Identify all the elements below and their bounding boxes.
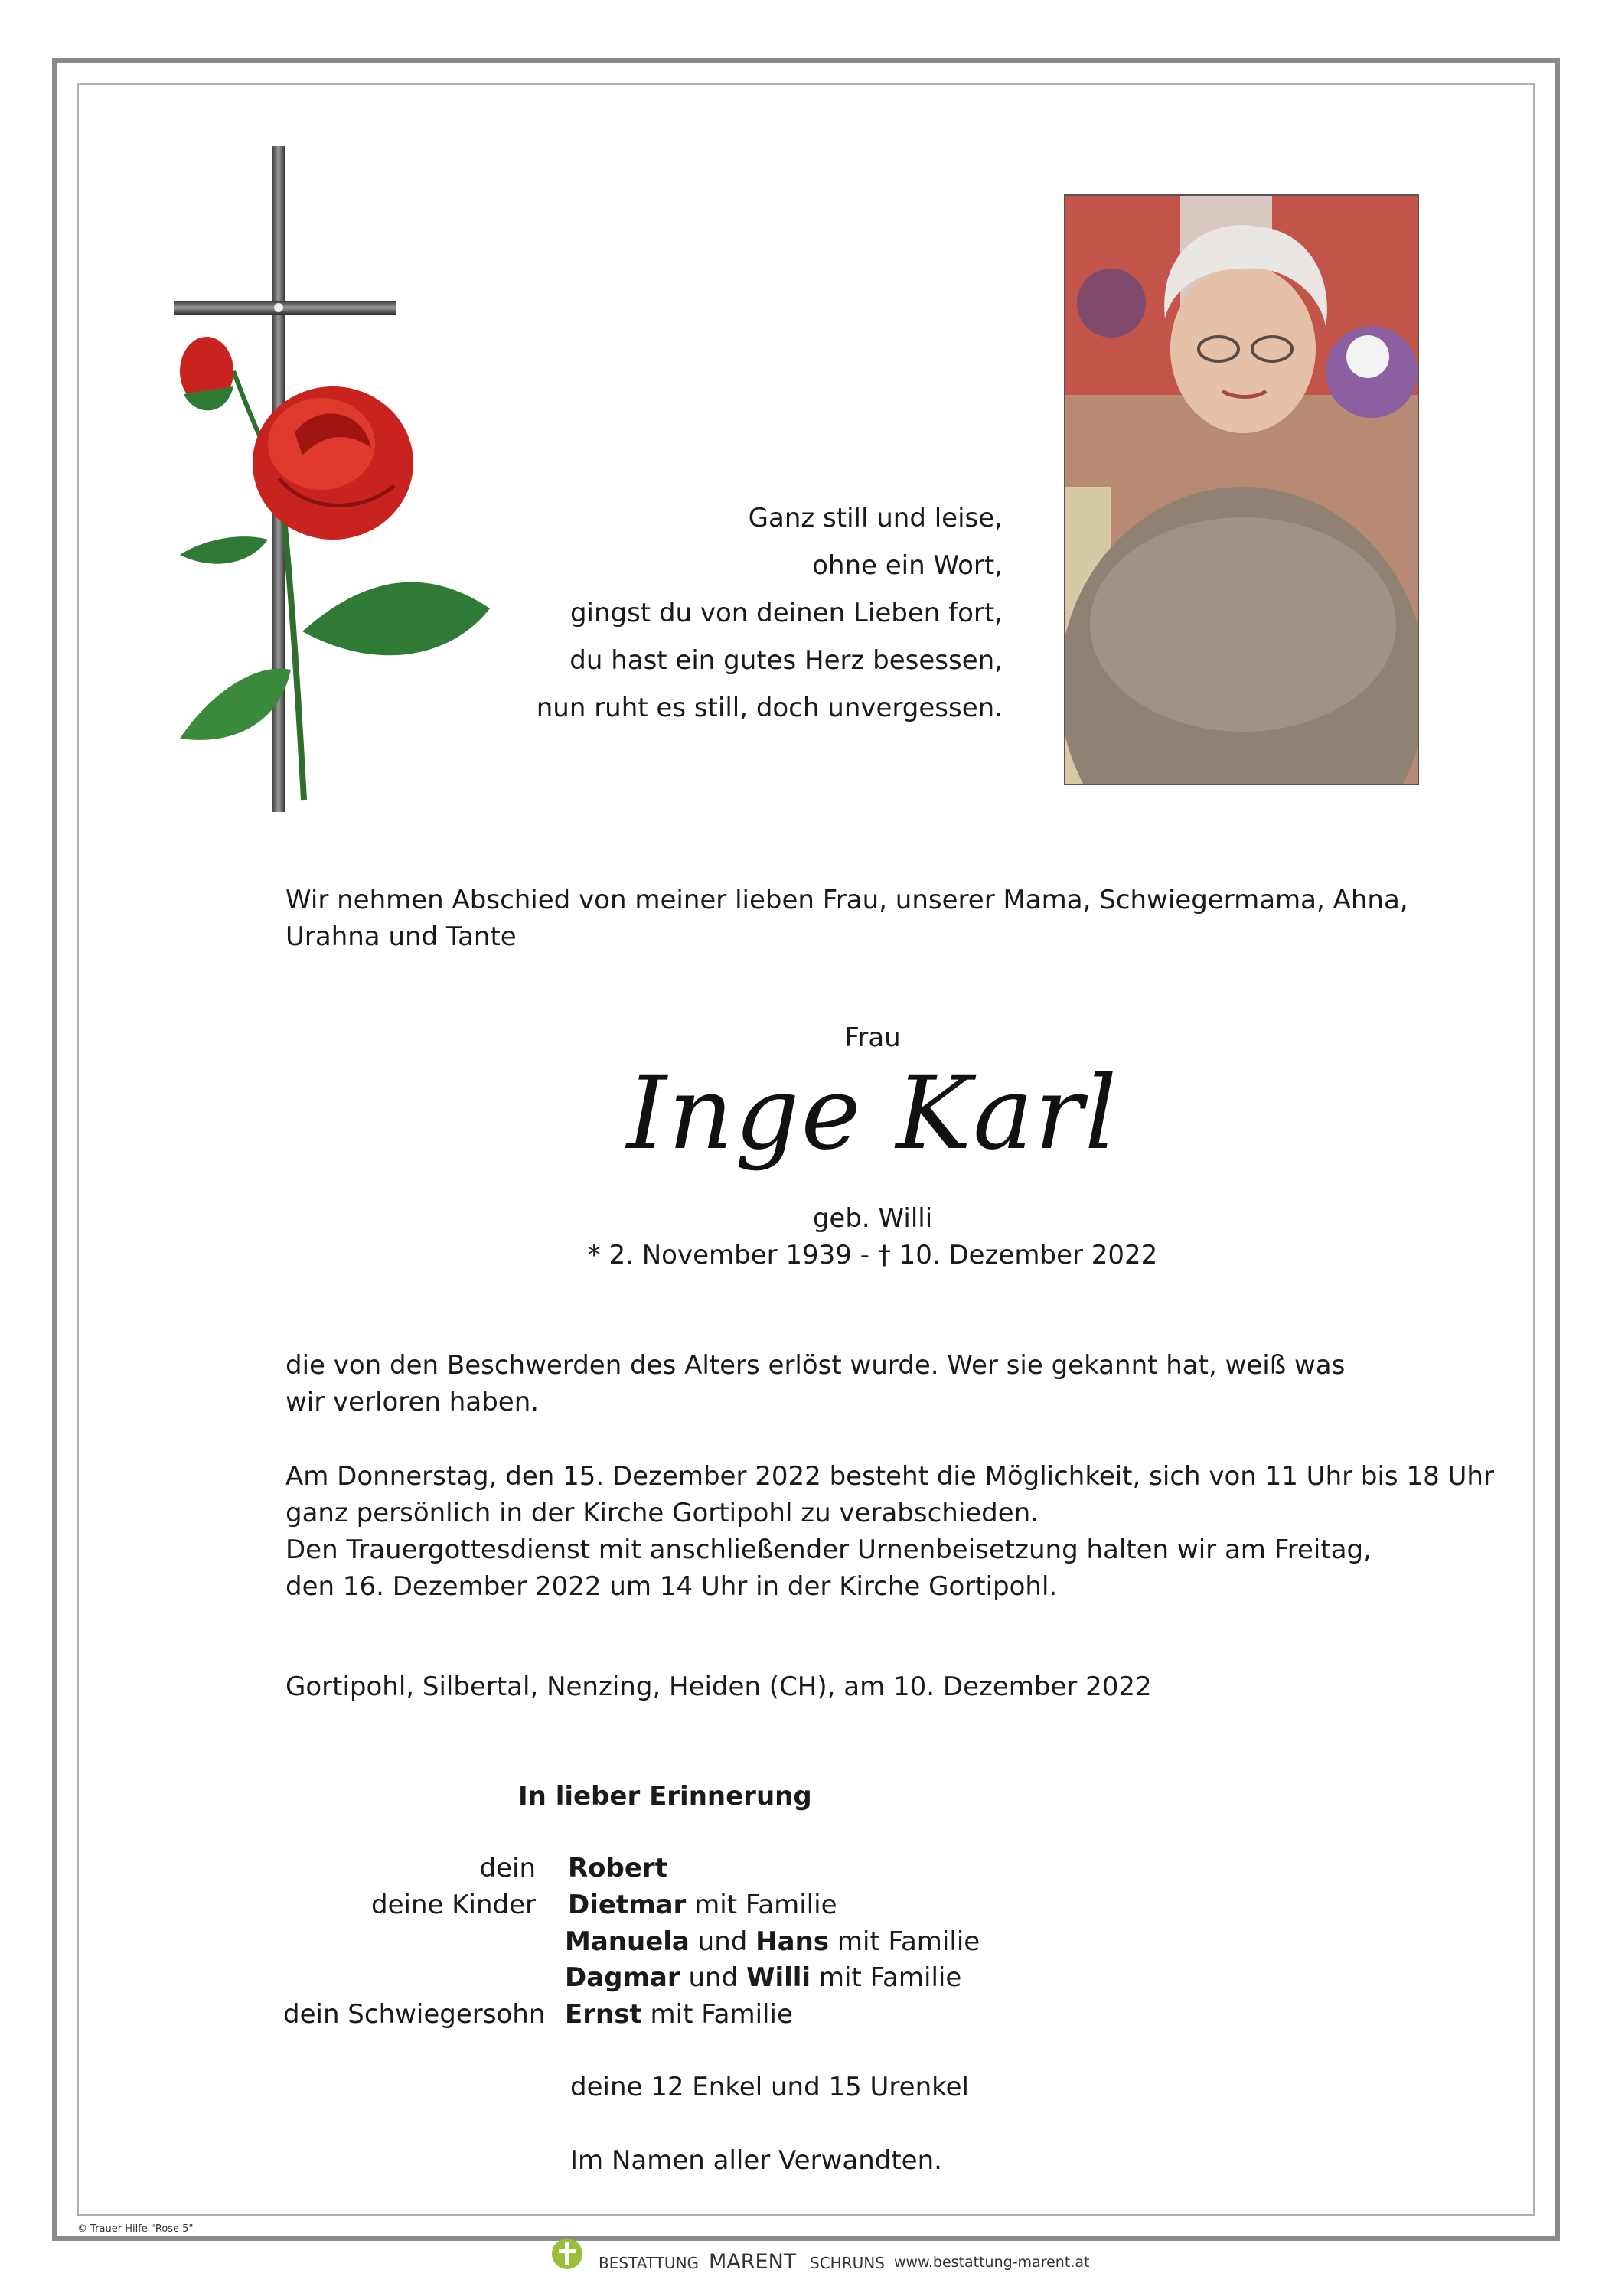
mourner-name: Manuela [565, 1926, 690, 1957]
salutation: Frau [844, 1022, 901, 1053]
mourner-line [565, 1923, 980, 1960]
copyright-note: © Trauer Hilfe "Rose 5" [77, 2223, 194, 2235]
intro-line: Urahna und Tante [285, 921, 517, 952]
poem [459, 494, 1003, 732]
mourner-name: Ernst [565, 1999, 642, 2030]
mourner-name: Willi [746, 1962, 811, 1993]
grandchildren: deine 12 Enkel und 15 Urenkel [570, 2072, 969, 2102]
poem-line: nun ruht es still, doch unvergessen. [536, 693, 1003, 723]
family-suffix: mit Familie [694, 1890, 837, 1920]
mourner-name: Hans [755, 1926, 830, 1957]
place-date: Gortipohl, Silbertal, Nenzing, Heiden (CH), am 10. Dezember 2022 [285, 1671, 1152, 1702]
footer-prefix: BESTATTUNG [599, 2254, 700, 2272]
funeral-home-logo-icon [550, 2236, 585, 2272]
poem-line: ohne ein Wort, [812, 550, 1003, 581]
relation-label: dein [479, 1853, 536, 1883]
body-line: wir verloren haben. [285, 1387, 540, 1417]
footer-town: SCHRUNS [810, 2254, 885, 2272]
mourner-name: Robert [568, 1853, 667, 1883]
family-suffix: mit Familie [837, 1926, 980, 1957]
cross-rose-illustration [142, 142, 501, 830]
body-line: Den Trauergottesdienst mit anschließender Urnenbeisetzung halten wir am Freitag, [285, 1534, 1372, 1565]
family-suffix: mit Familie [818, 1962, 962, 1993]
intro-line: Wir nehmen Abschied von meiner lieben Frau, unserer Mama, Schwiegermama, Ahna, [285, 885, 1408, 915]
deceased-name: Inge Karl [626, 1055, 1119, 1172]
closing-line: Im Namen aller Verwandten. [570, 2145, 942, 2176]
poem-line: du hast ein gutes Herz besessen, [569, 645, 1003, 676]
conjunction: und [688, 1962, 739, 1993]
poem-line: gingst du von deinen Lieben fort, [569, 598, 1003, 628]
body-line: den 16. Dezember 2022 um 14 Uhr in der Kirche Gortipohl. [285, 1571, 1058, 1602]
portrait-photo [1064, 194, 1419, 785]
mourner-line [568, 1850, 667, 1887]
body-line: Am Donnerstag, den 15. Dezember 2022 besteht die Möglichkeit, sich von 11 Uhr bis 18 Uhr [285, 1461, 1494, 1492]
life-dates: * 2. November 1939 - † 10. Dezember 2022 [587, 1240, 1158, 1270]
mourner-line [565, 1959, 961, 1996]
mourner-line [565, 1996, 793, 2033]
body-line: die von den Beschwerden des Alters erlöst wurde. Wer sie gekannt hat, weiß was [285, 1350, 1346, 1381]
body-line: ganz persönlich in der Kirche Gortipohl zu verabschieden. [285, 1498, 1039, 1528]
rose-icon [180, 337, 490, 800]
mourner-name: Dietmar [568, 1890, 687, 1920]
relation-label: deine Kinder [371, 1890, 536, 1920]
maiden-name: geb. Willi [812, 1203, 933, 1234]
footer-brand: MARENT [709, 2250, 797, 2274]
portrait-image [1065, 196, 1419, 785]
mourner-line [568, 1887, 837, 1923]
conjunction: und [697, 1926, 748, 1957]
mourner-name: Dagmar [565, 1962, 680, 1993]
relation-label: dein Schwiegersohn [283, 1999, 546, 2030]
memory-heading: In lieber Erinnerung [518, 1781, 812, 1812]
footer-url-link[interactable]: www.bestattung-marent.at [894, 2254, 1090, 2271]
family-suffix: mit Familie [650, 1999, 793, 2030]
poem-line: Ganz still und leise, [748, 503, 1003, 533]
